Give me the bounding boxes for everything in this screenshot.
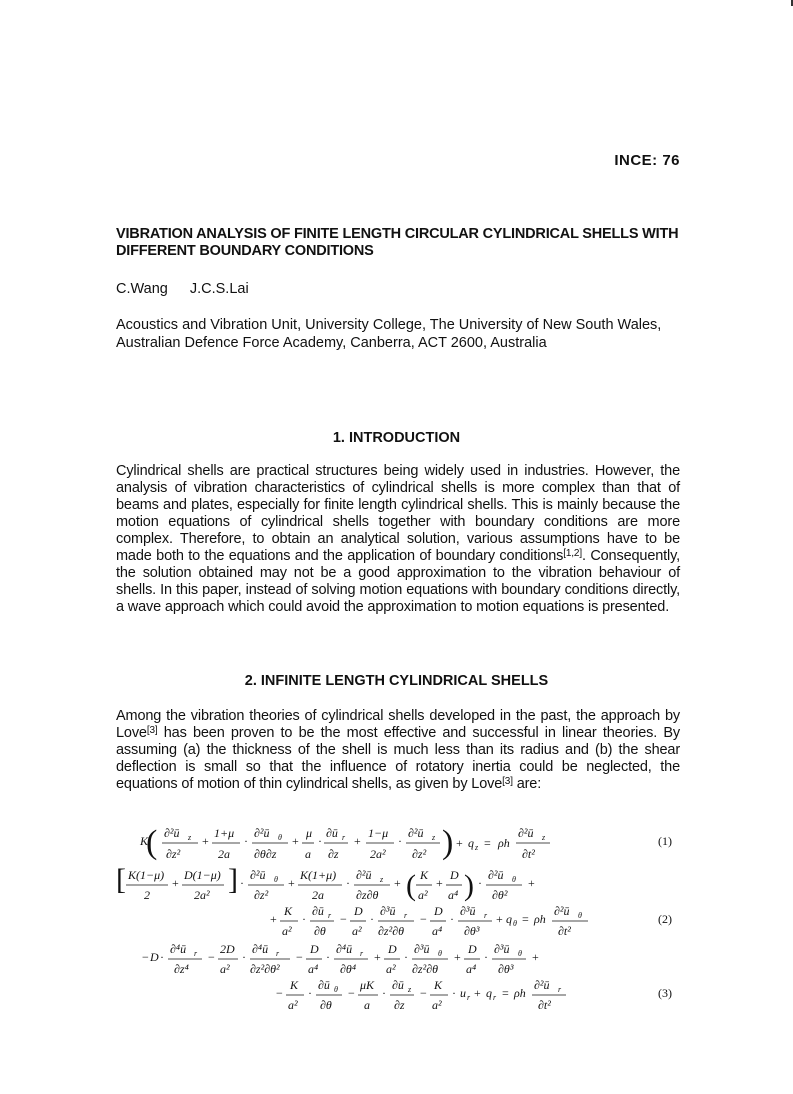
svg-text:ρh: ρh xyxy=(534,912,546,926)
svg-text:·: · xyxy=(302,912,306,926)
svg-text:∂²ū: ∂²ū xyxy=(488,868,504,882)
svg-text:z: z xyxy=(542,833,546,842)
svg-text:+: + xyxy=(292,834,299,848)
svg-text:+: + xyxy=(454,950,461,964)
svg-text:r: r xyxy=(360,949,364,958)
affiliation: Acoustics and Vibration Unit, University College, The University of New South Wales, Australian Defence Force Academy, Canberra, ACT 2600, Australia xyxy=(116,317,662,351)
svg-text:+: + xyxy=(496,912,503,926)
svg-text:a: a xyxy=(305,847,311,861)
svg-text:r: r xyxy=(493,993,497,1002)
svg-text:K: K xyxy=(290,978,299,992)
equation-number: (2) xyxy=(658,912,672,926)
paragraph-text: has been proven to be the most effective and successful in linear theories. By assuming (a) the thickness of the shell is much less than its radius and (b) the shear deflection is small so that the influence of rotatory inertia could be neglected, the equations of motion of thin cylindrical shells, as given by Love xyxy=(116,725,680,792)
svg-text:a⁴: a⁴ xyxy=(432,924,443,938)
svg-text:θ: θ xyxy=(578,911,582,920)
svg-text:+: + xyxy=(354,834,361,848)
svg-text:q: q xyxy=(506,912,512,926)
svg-text:r: r xyxy=(467,993,471,1002)
svg-text:a²: a² xyxy=(386,962,396,976)
svg-text:−: − xyxy=(420,912,427,926)
svg-text:r: r xyxy=(484,911,488,920)
svg-text:ρh: ρh xyxy=(498,836,510,850)
svg-text:∂θ∂z: ∂θ∂z xyxy=(254,847,277,861)
svg-text:θ: θ xyxy=(512,875,516,884)
svg-text:a²: a² xyxy=(352,924,362,938)
author-name: C.Wang xyxy=(116,281,168,297)
svg-text:+: + xyxy=(528,876,535,890)
svg-text:q: q xyxy=(468,836,474,850)
svg-text:−: − xyxy=(276,986,283,1000)
conference-tag: INCE: 76 xyxy=(614,152,680,169)
svg-text:∂⁴ū: ∂⁴ū xyxy=(336,942,353,956)
svg-text:1−μ: 1−μ xyxy=(368,826,389,840)
section-heading-introduction: 1. INTRODUCTION xyxy=(332,430,461,446)
svg-text:∂⁴ū: ∂⁴ū xyxy=(252,942,269,956)
svg-text:∂t²: ∂t² xyxy=(522,847,535,861)
svg-text:z: z xyxy=(380,875,384,884)
svg-text:+: + xyxy=(532,950,539,964)
svg-text:·: · xyxy=(450,912,454,926)
svg-text:·: · xyxy=(308,986,312,1000)
svg-text:1+μ: 1+μ xyxy=(214,826,235,840)
svg-text:−: − xyxy=(142,950,149,964)
svg-text:+: + xyxy=(456,836,463,850)
svg-text:∂t²: ∂t² xyxy=(558,924,571,938)
svg-text:u: u xyxy=(460,986,466,1000)
svg-text:D: D xyxy=(310,942,319,956)
svg-text:·: · xyxy=(242,950,246,964)
svg-text:K: K xyxy=(284,904,293,918)
svg-text:·: · xyxy=(160,950,164,964)
svg-text:2a²: 2a² xyxy=(370,847,386,861)
svg-text:a: a xyxy=(364,998,370,1012)
svg-text:z: z xyxy=(188,833,192,842)
svg-text:2a: 2a xyxy=(312,888,324,902)
svg-text:∂z²∂θ²: ∂z²∂θ² xyxy=(250,962,280,976)
svg-text:a⁴: a⁴ xyxy=(308,962,319,976)
author-name: J.C.S.Lai xyxy=(189,281,249,297)
citation: [3] xyxy=(502,776,513,787)
svg-text:∂⁴ū: ∂⁴ū xyxy=(170,942,187,956)
svg-text:K: K xyxy=(140,834,149,848)
svg-text:r: r xyxy=(342,833,346,842)
svg-text:θ: θ xyxy=(334,985,338,994)
svg-text:+: + xyxy=(270,912,277,926)
svg-text:∂z⁴: ∂z⁴ xyxy=(174,962,189,976)
paragraph-text: Among the vibration theories of cylindrical shells developed in the past, the approach by Love xyxy=(116,708,680,741)
svg-text:·: · xyxy=(346,876,350,890)
svg-text:+: + xyxy=(172,876,179,890)
svg-text:∂ū: ∂ū xyxy=(326,826,338,840)
author-list xyxy=(116,281,271,297)
svg-text:∂²ū: ∂²ū xyxy=(408,826,424,840)
svg-text:D: D xyxy=(450,868,459,882)
svg-text:r: r xyxy=(328,911,332,920)
svg-text:·: · xyxy=(484,950,488,964)
svg-text:K: K xyxy=(434,978,443,992)
svg-text:−: − xyxy=(420,986,427,1000)
svg-text:a²: a² xyxy=(288,998,298,1012)
paper-title: VIBRATION ANALYSIS OF FINITE LENGTH CIRCULAR CYLINDRICAL SHELLS WITH DIFFERENT BOUNDARY CONDITIONS xyxy=(116,226,679,259)
svg-text:2a: 2a xyxy=(218,847,230,861)
svg-text:∂²ū: ∂²ū xyxy=(554,904,570,918)
svg-text:·: · xyxy=(240,876,244,890)
svg-text:∂θ³: ∂θ³ xyxy=(498,962,514,976)
equation-figure xyxy=(116,815,686,1015)
svg-text:·: · xyxy=(452,986,456,1000)
svg-text:·: · xyxy=(370,912,374,926)
svg-text:(: ( xyxy=(406,869,416,902)
svg-text:D: D xyxy=(150,950,159,964)
svg-text:=: = xyxy=(522,912,529,926)
svg-text:2a²: 2a² xyxy=(194,888,210,902)
svg-text:): ) xyxy=(442,824,454,861)
svg-text:z: z xyxy=(432,833,436,842)
svg-text:ρh: ρh xyxy=(514,986,526,1000)
svg-text:·: · xyxy=(326,950,330,964)
svg-text:K: K xyxy=(420,868,429,882)
paragraph-text: are: xyxy=(512,776,542,792)
paragraph-text: Cylindrical shells are practical structures being widely used in industries. However, the analysis of vibration characteristics of cylindrical shells is more complex than that of beams and plates, especially for finite length cylindrical shells. This is mainly because the motion equations of cylindrical shells together with boundary conditions are more complex. Therefore, to obtain an analytical solution, various assumptions have to be made both to the equations and the application of boundary conditions xyxy=(116,463,680,564)
svg-text:): ) xyxy=(464,869,474,902)
infinite-shells-paragraph xyxy=(116,708,680,793)
svg-text:∂z∂θ: ∂z∂θ xyxy=(356,888,379,902)
svg-text:D(1−μ): D(1−μ) xyxy=(184,868,221,882)
svg-text:D: D xyxy=(434,904,443,918)
svg-text:·: · xyxy=(244,834,248,848)
paragraph-text: . Consequently, the solution obtained may not be a good approximation to the vibration behaviour of shells. In this paper, instead of solving motion equations with boundary conditions directly, a wave approach which could avoid the approximation to motion equations is presented. xyxy=(116,548,680,615)
svg-text:q: q xyxy=(486,986,492,1000)
svg-text:∂z²: ∂z² xyxy=(166,847,181,861)
svg-text:a⁴: a⁴ xyxy=(448,888,459,902)
svg-text:∂³ū: ∂³ū xyxy=(380,904,396,918)
svg-text:∂²ū: ∂²ū xyxy=(534,978,550,992)
svg-text:∂z²: ∂z² xyxy=(254,888,269,902)
section-heading-infinite-shells: 2. INFINITE LENGTH CYLINDRICAL SHELLS xyxy=(244,673,549,689)
equation-number: (3) xyxy=(658,986,672,1000)
svg-text:+: + xyxy=(436,876,443,890)
svg-text:∂θ³: ∂θ³ xyxy=(464,924,480,938)
svg-text:∂θ⁴: ∂θ⁴ xyxy=(340,962,356,976)
svg-text:∂³ū: ∂³ū xyxy=(460,904,476,918)
svg-text:θ: θ xyxy=(513,919,517,928)
svg-text:+: + xyxy=(374,950,381,964)
svg-text:a²: a² xyxy=(220,962,230,976)
svg-text:∂θ: ∂θ xyxy=(320,998,332,1012)
svg-text:−: − xyxy=(348,986,355,1000)
svg-text:θ: θ xyxy=(518,949,522,958)
svg-text:+: + xyxy=(288,876,295,890)
svg-text:·: · xyxy=(404,950,408,964)
svg-text:∂t²: ∂t² xyxy=(538,998,551,1012)
svg-text:r: r xyxy=(558,985,562,994)
svg-text:z: z xyxy=(475,843,479,852)
svg-text:2D: 2D xyxy=(220,942,235,956)
svg-text:θ: θ xyxy=(278,833,282,842)
svg-text:D: D xyxy=(468,942,477,956)
svg-text:a²: a² xyxy=(418,888,428,902)
svg-text:K(1−μ): K(1−μ) xyxy=(128,868,165,882)
svg-text:∂²ū: ∂²ū xyxy=(254,826,270,840)
svg-text:r: r xyxy=(194,949,198,958)
svg-text:+: + xyxy=(394,876,401,890)
svg-text:∂z²∂θ: ∂z²∂θ xyxy=(378,924,405,938)
svg-text:·: · xyxy=(382,986,386,1000)
citation: [1,2] xyxy=(563,548,582,559)
svg-text:∂²ū: ∂²ū xyxy=(250,868,266,882)
svg-text:−: − xyxy=(208,950,215,964)
svg-text:θ: θ xyxy=(438,949,442,958)
introduction-paragraph xyxy=(116,463,680,616)
svg-text:μK: μK xyxy=(360,978,375,992)
svg-text:∂²ū: ∂²ū xyxy=(518,826,534,840)
svg-text:∂z²: ∂z² xyxy=(412,847,427,861)
svg-text:2: 2 xyxy=(144,888,150,902)
svg-text:−: − xyxy=(340,912,347,926)
svg-text:+: + xyxy=(474,986,481,1000)
svg-text:]: ] xyxy=(228,863,238,896)
citation: [3] xyxy=(146,725,158,736)
svg-text:−: − xyxy=(296,950,303,964)
svg-text:=: = xyxy=(484,836,491,850)
svg-text:∂³ū: ∂³ū xyxy=(414,942,430,956)
svg-text:a²: a² xyxy=(282,924,292,938)
equations-of-motion xyxy=(116,815,686,1015)
svg-text:∂ū: ∂ū xyxy=(392,978,404,992)
svg-text:r: r xyxy=(404,911,408,920)
svg-text:·: · xyxy=(398,834,402,848)
svg-text:∂²ū: ∂²ū xyxy=(164,826,180,840)
svg-text:∂²ū: ∂²ū xyxy=(356,868,372,882)
svg-text:z: z xyxy=(408,985,412,994)
svg-text:+: + xyxy=(202,834,209,848)
svg-text:∂³ū: ∂³ū xyxy=(494,942,510,956)
svg-text:[: [ xyxy=(116,863,126,896)
svg-text:∂θ²: ∂θ² xyxy=(492,888,508,902)
svg-text:∂z²∂θ: ∂z²∂θ xyxy=(412,962,439,976)
svg-text:a²: a² xyxy=(432,998,442,1012)
svg-text:∂ū: ∂ū xyxy=(312,904,324,918)
svg-text:μ: μ xyxy=(306,826,313,840)
equation-number: (1) xyxy=(658,834,672,848)
svg-text:r: r xyxy=(276,949,280,958)
svg-text:∂z: ∂z xyxy=(394,998,405,1012)
svg-text:∂ū: ∂ū xyxy=(318,978,330,992)
svg-text:∂θ: ∂θ xyxy=(314,924,326,938)
svg-text:∂z: ∂z xyxy=(328,847,339,861)
svg-text:D: D xyxy=(354,904,363,918)
svg-text:·: · xyxy=(318,834,322,848)
svg-text:K(1+μ): K(1+μ) xyxy=(300,868,337,882)
svg-text:D: D xyxy=(388,942,397,956)
svg-text:a⁴: a⁴ xyxy=(466,962,477,976)
svg-text:·: · xyxy=(478,876,482,890)
svg-text:θ: θ xyxy=(274,875,278,884)
svg-text:(: ( xyxy=(146,824,158,861)
svg-text:=: = xyxy=(502,986,509,1000)
